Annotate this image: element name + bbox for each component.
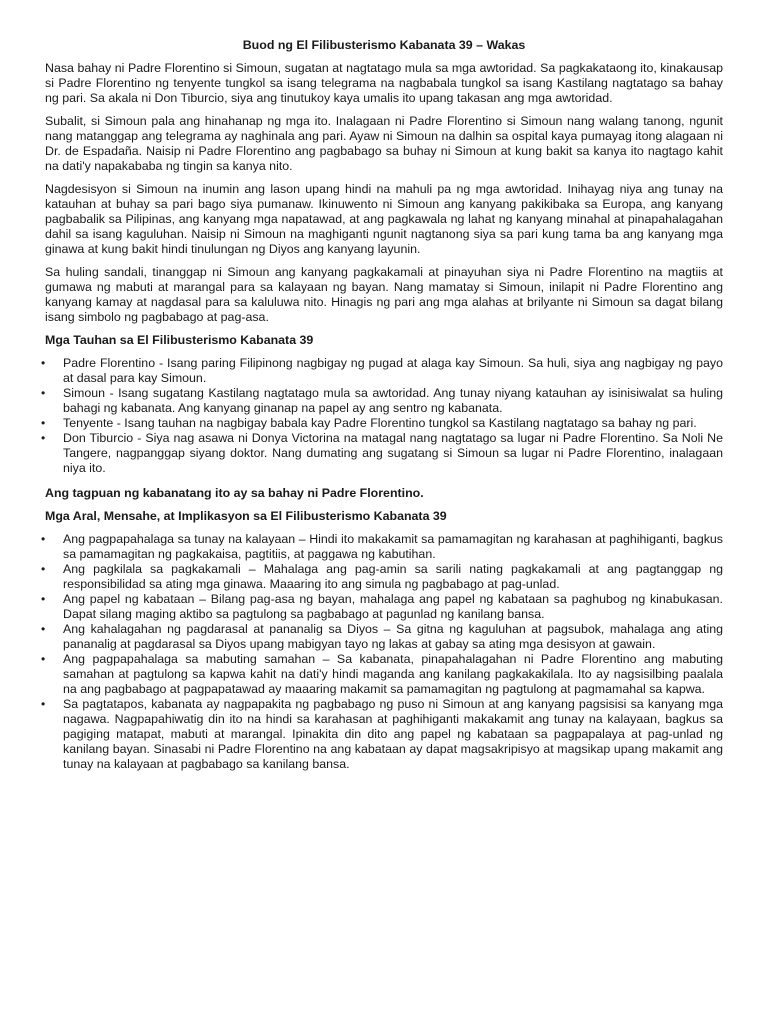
bullet-icon: • (41, 652, 46, 666)
lesson-item (41, 622, 723, 652)
bullet-icon: • (41, 562, 46, 576)
bullet-icon: • (41, 431, 46, 445)
bullet-icon: • (41, 356, 46, 370)
summary-paragraph-2: Subalit, si Simoun pala ang hinahanap ng mga ito. Inalagaan ni Padre Florentino si Simoun nang walang tanong, ngunit nang matanggap ang telegrama ay naghinala ang pari. Ayaw ni Simoun na dalhin sa ospital kaya pumayag itong alagaan ni Dr. de Espadaña. Naisip ni Padre Florentino ang pagbabago sa buhay ni Simoun at kung bakit sa kanya ito nagtago kahit na dati'y napakababa ng tingin sa kanya nito. (45, 114, 723, 173)
setting-line: Ang tagpuan ng kabanatang ito ay sa bahay ni Padre Florentino. (45, 486, 424, 500)
lesson-text: Ang pagpapahalaga sa mabuting samahan – Sa kabanata, pinapahalagahan ni Padre Florentino ang mabuting samahan at pagtulong sa kapwa kahit na dati'y hindi maganda ang kanilang pagkakakilala. Ito ay nagsisilbing paalala na ang pagbabago at pagpapatawad ay maaaring makamit sa pamamagitan ng pagtulong at pagmamahal sa kapwa. (63, 652, 723, 696)
lesson-text: Ang papel ng kabataan – Bilang pag-asa ng bayan, mahalaga ang papel ng kabataan sa paghubog ng kinabukasan. Dapat silang maging aktibo sa pagtulong sa pagbabago at pagunlad ng kanilang bansa. (63, 592, 723, 621)
lesson-item (41, 532, 723, 562)
lesson-text: Ang pagkilala sa pagkakamali – Mahalaga ang pag-amin sa sarili nating pagkakamali at ang pagtanggap ng responsibilidad sa ating mga ginawa. Maaaring ito ang simula ng pagbabago at pag-unlad. (63, 562, 723, 591)
summary-paragraph-3: Nagdesisyon si Simoun na inumin ang lason upang hindi na mahuli pa ng mga awtoridad. Inihayag niya ang tunay na katauhan at buhay sa pari bago siya pumanaw. Ikinuwento ni Simoun ang kanyang pakikibaka sa Europa, ang kanyang pagbabalik sa Pilipinas, ang kanyang mga napatawad, at ang pagkawala ng lahat ng kanyang minahal at pinapahalagahan dahil sa isang kaguluhan. Naisip ni Simoun na maghiganti ngunit nagtanong siya sa pari kung tama ba ang kanyang mga ginawa at kung bakit hindi tinulungan ng Diyos ang kanyang layunin. (45, 182, 723, 256)
lesson-text: Ang kahalagahan ng pagdarasal at pananalig sa Diyos – Sa gitna ng kaguluhan at pagsubok, mahalaga ang ating pananalig at pagdarasal sa Diyos upang mabigyan tayo ng lakas at gabay sa ating mga desisyon at gawain. (63, 622, 723, 651)
character-item (41, 356, 723, 386)
lesson-item (41, 652, 723, 697)
character-item (41, 431, 723, 476)
bullet-icon: • (41, 592, 46, 606)
character-text: Simoun - Isang sugatang Kastilang nagtatago mula sa awtoridad. Ang tunay niyang katauhan ay isinisiwalat sa huling bahagi ng kabanata. Ang kanyang ginanap na papel ay ang sentro ng kabanata. (63, 386, 723, 415)
character-item (41, 386, 723, 416)
bullet-icon: • (41, 697, 46, 711)
summary-paragraph-1: Nasa bahay ni Padre Florentino si Simoun, sugatan at nagtatago mula sa mga awtoridad. Sa pagkakataong ito, kinakausap si Padre Florentino ng tenyente tungkol sa isang telegrama na nagbabala tungkol sa isang Kastilang nagtatago sa bahay ng pari. Sa akala ni Don Tiburcio, siya ang tinutukoy kaya umalis ito upang takasan ang mga awtoridad. (45, 61, 723, 105)
character-item (41, 416, 723, 431)
summary-paragraph-4: Sa huling sandali, tinanggap ni Simoun ang kanyang pagkakamali at pinayuhan siya ni Padre Florentino na magtiis at gumawa ng mabuti at marangal para sa kalayaan ng bayan. Nang mamatay si Simoun, inilapit ni Padre Florentino ang kanyang kamay at nagdasal para sa kaluluwa nito. Hinagis ng pari ang mga alahas at brilyante ni Simoun sa dagat bilang isang simbolo ng pagbabago at pag-asa. (45, 265, 723, 324)
character-text: Don Tiburcio - Siya nag asawa ni Donya Victorina na matagal nang nagtatago sa lugar ni Padre Florentino. Sa Noli Ne Tangere, nagpanggap siyang doktor. Nang dumating ang sugatang si Simoun sa lugar ni Padre Florentino, inalagaan niya ito. (63, 431, 723, 475)
bullet-icon: • (41, 416, 46, 430)
bullet-icon: • (41, 532, 46, 546)
lesson-item (41, 592, 723, 622)
lesson-item (41, 562, 723, 592)
character-text: Padre Florentino - Isang paring Filipinong nagbigay ng pugad at alaga kay Simoun. Sa huli, siya ang nagbigay ng payo at dasal para kay Simoun. (63, 356, 723, 385)
characters-heading: Mga Tauhan sa El Filibusterismo Kabanata 39 (45, 333, 314, 347)
character-text: Tenyente - Isang tauhan na nagbigay babala kay Padre Florentino tungkol sa Kastilang nagtatago sa bahay ng pari. (63, 416, 697, 430)
lessons-heading: Mga Aral, Mensahe, at Implikasyon sa El Filibusterismo Kabanata 39 (45, 509, 447, 523)
lesson-text: Sa pagtatapos, kabanata ay nagpapakita ng pagbabago ng puso ni Simoun at ang kanyang pagsisisi sa kanyang mga nagawa. Nagpapahiwatig din ito na hindi sa karahasan at paghihiganti makakamit ang tunay na kalayaan, bagkus sa pagiging matapat, mabuti at marangal. Ipinakita din dito ang papel ng kabataan sa pagpapalaya at pag-unlad ng kanilang bayan. Sinasabi ni Padre Florentino na ang kabataan ay dapat magsakripisyo at magsikap upang makamit ang tunay na kalayaan at pagbabago sa kanilang bansa. (63, 697, 723, 771)
bullet-icon: • (41, 622, 46, 636)
characters-list (41, 356, 723, 476)
bullet-icon: • (41, 386, 46, 400)
lessons-list (41, 532, 723, 772)
document-title: Buod ng El Filibusterismo Kabanata 39 – Wakas (242, 38, 526, 52)
lesson-text: Ang pagpapahalaga sa tunay na kalayaan – Hindi ito makakamit sa pamamagitan ng karahasan at paghihiganti, bagkus sa pamamagitan ng pagkakaisa, pagtitiis, at paggawa ng kabutihan. (63, 532, 723, 561)
lesson-item (41, 697, 723, 772)
